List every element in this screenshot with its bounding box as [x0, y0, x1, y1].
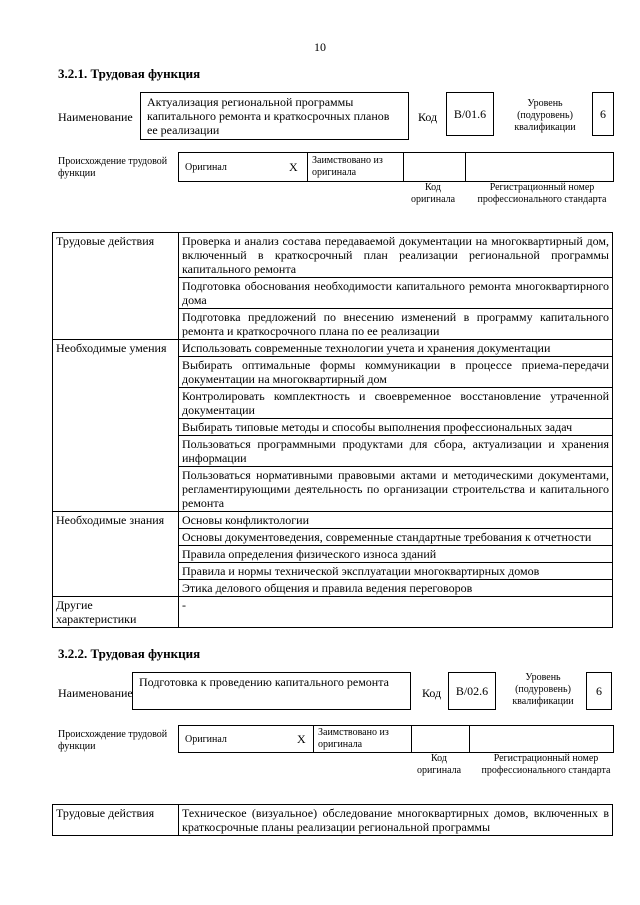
divider [313, 726, 314, 752]
row-label: Трудовые действия [53, 233, 179, 340]
row-label: Необходимые знания [53, 512, 179, 597]
section-title: 3.2.2. Трудовая функция [58, 646, 201, 661]
table-cell: Проверка и анализ состава передаваемой документации на многоквартирный дом, включенный в краткосрочный план реализации региональной программы капитального ремонта [179, 233, 613, 278]
origin-table [178, 152, 614, 182]
table-cell: Основы конфликтологии [179, 512, 613, 529]
borrowed-label: Заимствовано из оригинала [318, 727, 389, 750]
table-cell: Основы документоведения, современные стандартные требования к отчетности [179, 529, 613, 546]
table-cell: - [179, 597, 613, 628]
row-label: Другие характеристики [53, 597, 179, 628]
divider [465, 153, 466, 181]
level-label: Уровень (подуровень) квалификации [514, 98, 576, 133]
table-cell: Использовать современные технологии учета и хранения документации [179, 340, 613, 357]
name-value: Подготовка к проведению капитального ремонта [139, 675, 389, 689]
table-cell: Подготовка обоснования необходимости капитального ремонта многоквартирного дома [179, 278, 613, 309]
table-cell: Этика делового общения и правила ведения переговоров [179, 580, 613, 597]
reg-number-label: Регистрационный номер профессионального стандарта [481, 753, 611, 776]
origin-code-label: Код оригинала [416, 753, 462, 776]
table-cell: Техническое (визуальное) обследование многоквартирных домов, включенных в краткосрочные планы реализации региональной программы [179, 805, 613, 836]
table-cell: Подготовка предложений по внесению изменений в программу капитального ремонта и краткосрочного плана по ее реализации [179, 309, 613, 340]
level-label: Уровень (подуровень) квалификации [512, 672, 574, 707]
code-value: B/02.6 [448, 672, 496, 710]
original-mark: X [289, 160, 298, 174]
name-value: Актуализация региональной программы капитального ремонта и краткосрочных планов ее реализации [147, 95, 390, 137]
section-title: 3.2.1. Трудовая функция [58, 66, 201, 81]
origin-code-label: Код оригинала [410, 182, 456, 205]
function-table-1 [52, 232, 613, 628]
reg-number-label: Регистрационный номер профессионального стандарта [477, 182, 607, 205]
table-cell: Контролировать комплектность и своевременное восстановление утраченной документации [179, 388, 613, 419]
name-label: Наименование [58, 686, 133, 700]
borrowed-label: Заимствовано из оригинала [312, 155, 383, 178]
function-table-2 [52, 804, 613, 836]
original-mark: X [297, 732, 306, 746]
table-cell: Выбирать типовые методы и способы выполнения профессиональных задач [179, 419, 613, 436]
table-cell: Пользоваться нормативными правовыми актами и методическими документами, регламентирующими деятельность по организации строительства и капитального ремонта [179, 467, 613, 512]
divider [411, 726, 412, 752]
row-label: Необходимые умения [53, 340, 179, 512]
row-label: Трудовые действия [53, 805, 179, 836]
name-box [132, 672, 411, 710]
code-label: Код [418, 110, 438, 124]
page-number: 10 [314, 40, 326, 54]
level-value: 6 [586, 672, 612, 710]
table-cell: Выбирать оптимальные формы коммуникации в процессе приема-передачи документации на многоквартирный дом [179, 357, 613, 388]
table-cell: Правила определения физического износа зданий [179, 546, 613, 563]
original-label: Оригинал [185, 162, 227, 173]
table-cell: Правила и нормы технической эксплуатации многоквартирных домов [179, 563, 613, 580]
original-label: Оригинал [185, 734, 227, 745]
divider [307, 153, 308, 181]
code-value: B/01.6 [446, 92, 494, 136]
origin-label: Происхождение трудовой функции [58, 156, 168, 179]
level-value: 6 [592, 92, 614, 136]
divider [469, 726, 470, 752]
name-label: Наименование [58, 110, 133, 124]
code-label: Код [422, 686, 442, 700]
table-cell: Пользоваться программными продуктами для сбора, актуализации и хранения информации [179, 436, 613, 467]
divider [403, 153, 404, 181]
name-box [140, 92, 409, 140]
origin-label: Происхождение трудовой функции [58, 729, 168, 752]
origin-table [178, 725, 614, 753]
